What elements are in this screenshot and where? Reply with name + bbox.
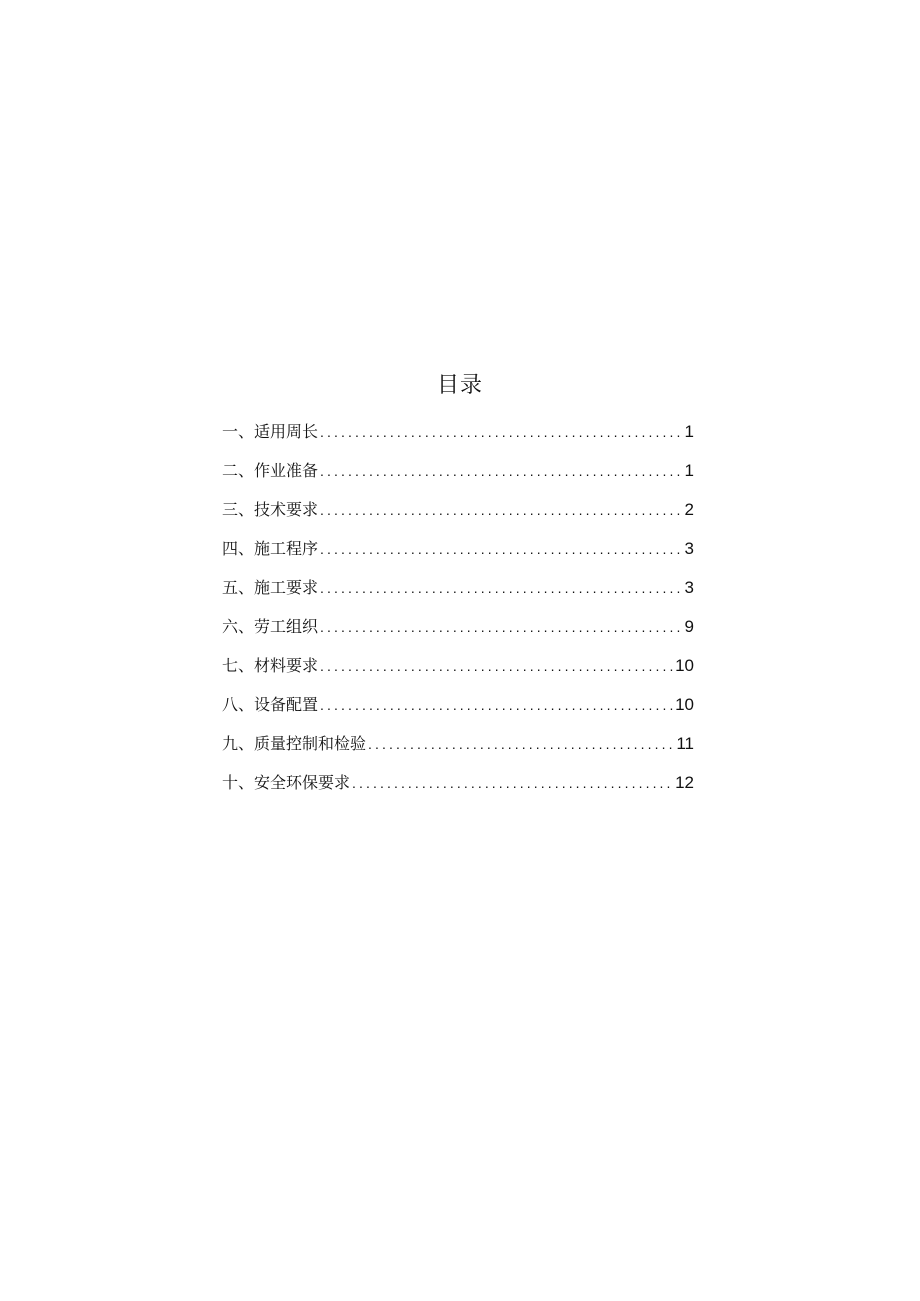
- toc-entry-page-number: 1: [684, 422, 694, 441]
- toc-title: 目录: [436, 373, 483, 398]
- toc-entry[interactable]: [222, 771, 694, 810]
- toc-entry[interactable]: [222, 654, 694, 693]
- toc-entry[interactable]: [222, 498, 694, 537]
- toc-entry[interactable]: [222, 732, 694, 771]
- toc-entry-page-number: 10: [675, 656, 694, 675]
- toc-entry[interactable]: [222, 615, 694, 654]
- toc-entry[interactable]: [222, 420, 694, 459]
- toc-entry-label: 五、施工要求: [222, 578, 319, 597]
- toc-entry[interactable]: [222, 576, 694, 615]
- toc-entry-page-number: 12: [675, 773, 694, 792]
- toc-dot-leader: [366, 732, 674, 756]
- toc-entry-page-number: 9: [684, 617, 694, 636]
- toc-entry-label: 九、质量控制和检验: [222, 734, 367, 753]
- toc-dot-leader: [318, 654, 673, 678]
- toc-entry-label: 四、施工程序: [222, 539, 319, 558]
- toc-dot-leader: [318, 459, 683, 483]
- toc-entry[interactable]: [222, 537, 694, 576]
- toc-dot-leader: [318, 537, 683, 561]
- toc-dot-leader: [318, 576, 683, 600]
- toc-entry-label: 七、材料要求: [222, 656, 319, 675]
- toc-dot-leader: [318, 693, 673, 717]
- toc-entry-page-number: 2: [684, 500, 694, 519]
- toc-entry-page-number: 3: [684, 539, 694, 558]
- toc-entry-page-number: 11: [676, 734, 694, 753]
- toc-dot-leader: [318, 420, 683, 444]
- toc-entry-page-number: 3: [684, 578, 694, 597]
- toc-entry-label: 八、设备配置: [222, 695, 319, 714]
- toc-dot-leader: [318, 615, 683, 639]
- toc-entry-label: 二、作业准备: [222, 461, 319, 480]
- toc-dot-leader: [350, 771, 673, 795]
- toc-entry-label: 三、技术要求: [222, 500, 319, 519]
- toc-entry[interactable]: [222, 693, 694, 732]
- toc-entry-label: 一、适用周长: [222, 422, 319, 441]
- toc-dot-leader: [318, 498, 683, 522]
- toc-entry[interactable]: [222, 459, 694, 498]
- table-of-contents: [222, 420, 694, 810]
- toc-entry-label: 六、劳工组织: [222, 617, 319, 636]
- toc-entry-label: 十、安全环保要求: [222, 773, 351, 792]
- toc-entry-page-number: 10: [675, 695, 694, 714]
- toc-entry-page-number: 1: [684, 461, 694, 480]
